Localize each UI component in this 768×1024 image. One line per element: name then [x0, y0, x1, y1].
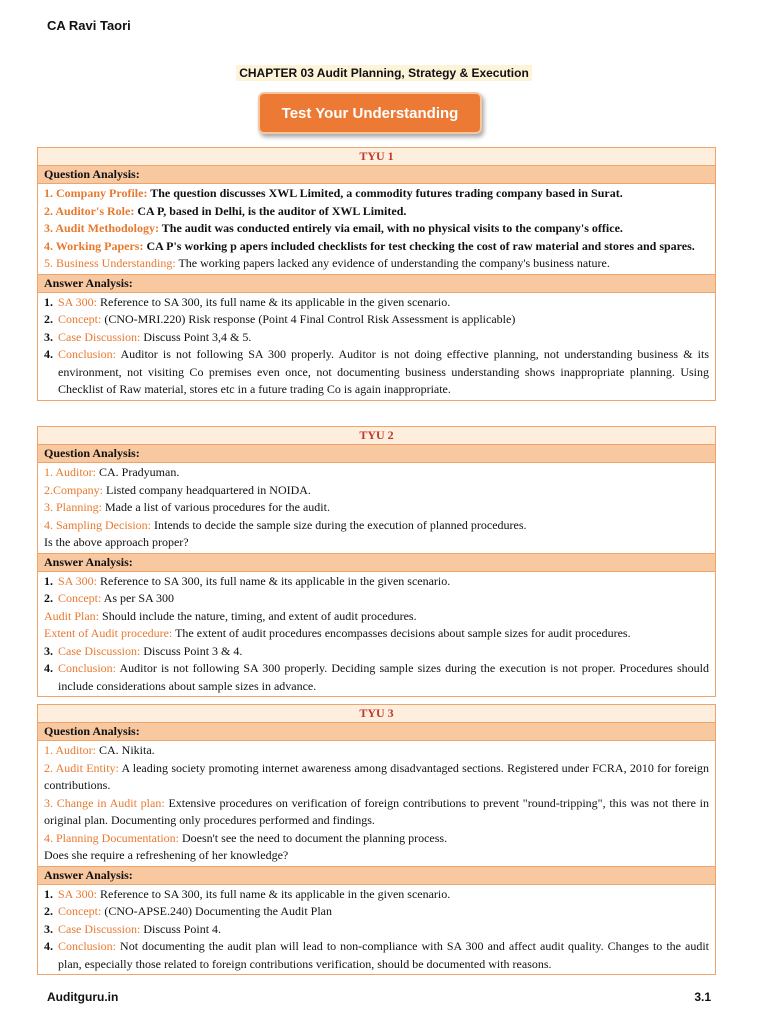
- tyu-2-answer-body: [38, 572, 715, 697]
- tyu-2-a2: 2. Concept: As per SA 300: [56, 590, 709, 608]
- tyu-2-q1: 1. Auditor: CA. Pradyuman.: [44, 465, 180, 479]
- tyu-2-a4: 4. Conclusion: Auditor is not following SA 300 properly. Deciding sample sizes during the execution is not proper. Procedures should include considerations about sample sizes in advance.: [56, 660, 709, 695]
- tyu-2-q3: 3. Planning: Made a list of various procedures for the audit.: [44, 500, 330, 514]
- tyu-3-question-body: [38, 741, 715, 867]
- tyu-1-question-body: [38, 184, 715, 275]
- tyu-2-question-body: [38, 463, 715, 554]
- tyu-1-q4: 4. Working Papers: CA P's working p apers included checklists for test checking the cost of raw material and stores and spares.: [44, 238, 695, 253]
- tyu-3-a3: 3. Case Discussion: Discuss Point 4.: [56, 921, 709, 939]
- tyu-3-answer-heading: Answer Analysis:: [38, 867, 715, 885]
- tyu-2-extent: Extent of Audit procedure: The extent of audit procedures encompasses decisions about sample sizes for audit procedures.: [44, 626, 631, 640]
- tyu-2-audit-plan: Audit Plan: Should include the nature, timing, and extent of audit procedures.: [44, 608, 417, 623]
- tyu-3-a1: 1. SA 300: Reference to SA 300, its full name & its applicable in the given scenario.: [56, 886, 709, 904]
- tyu-2-block: [37, 426, 716, 697]
- tyu-3-question-heading: Question Analysis:: [38, 723, 715, 741]
- tyu-1-answer-body: [38, 293, 715, 400]
- tyu-1-q1: 1. Company Profile: The question discusses XWL Limited, a commodity futures trading company based in Surat.: [44, 186, 623, 200]
- tyu-1-q3: 3. Audit Methodology: The audit was conducted entirely via email, with no physical visits to the company's office.: [44, 221, 623, 235]
- tyu-2-q2: 2.Company: Listed company headquartered in NOIDA.: [44, 482, 311, 497]
- tyu-1-a4: 4. Conclusion: Auditor is not following SA 300 properly. Auditor is not doing effective planning, not understanding business & its environment, not visiting Co premises even once, not documenting business understanding shows inappropriate planning. Using Checklist of Raw material, stores etc in a future trading Co is again inappropriate.: [56, 346, 709, 399]
- tyu-3-a4: 4. Conclusion: Not documenting the audit plan will lead to non-compliance with SA 300 and affect audit quality. Changes to the audit plan, especially those related to foreign contributions verification, should be documented with reasons.: [56, 938, 709, 973]
- tyu-2-a1: 1. SA 300: Reference to SA 300, its full name & its applicable in the given scenario.: [56, 573, 709, 591]
- tyu-2-a3: 3. Case Discussion: Discuss Point 3 & 4.: [56, 643, 709, 661]
- chapter-title-text: CHAPTER 03 Audit Planning, Strategy & Execution: [236, 65, 532, 81]
- tyu-3-block: [37, 704, 716, 975]
- tyu-1-q2: 2. Auditor's Role: CA P, based in Delhi, is the auditor of XWL Limited.: [44, 203, 407, 218]
- tyu-1-a3: 3. Case Discussion: Discuss Point 3,4 & 5.: [56, 329, 709, 347]
- tyu-1-block: [37, 147, 716, 401]
- tyu-3-a2: 2. Concept: (CNO-APSE.240) Documenting the Audit Plan: [56, 903, 709, 921]
- author-name: CA Ravi Taori: [47, 18, 131, 33]
- tyu-1-q5: 5. Business Understanding: The working papers lacked any evidence of understanding the company's business nature.: [44, 256, 610, 270]
- tyu-2-question-heading: Question Analysis:: [38, 445, 715, 463]
- tyu-2-title: TYU 2: [38, 427, 715, 445]
- test-your-understanding-banner: Test Your Understanding: [258, 92, 482, 134]
- tyu-3-title: TYU 3: [38, 705, 715, 723]
- tyu-3-answer-body: [38, 885, 715, 975]
- footer-site: Auditguru.in: [47, 990, 119, 1004]
- tyu-3-q3: 3. Change in Audit plan: Extensive procedures on verification of foreign contributions to prevent "round-tripping", this was not there in original plan. Documenting only procedures performed and findings.: [44, 795, 710, 827]
- tyu-1-question-heading: Question Analysis:: [38, 166, 715, 184]
- tyu-2-question: Is the above approach proper?: [44, 535, 189, 549]
- tyu-1-a2: 2. Concept: (CNO-MRI.220) Risk response (Point 4 Final Control Risk Assessment is applicable): [56, 311, 709, 329]
- tyu-2-q4: 4. Sampling Decision: Intends to decide the sample size during the execution of planned procedures.: [44, 517, 527, 532]
- chapter-title: [0, 66, 768, 80]
- tyu-3-q2: 2. Audit Entity: A leading society promoting internet awareness among disadvantaged sections. Registered under FCRA, 2010 for foreign contributions.: [44, 760, 710, 792]
- tyu-1-a1: 1. SA 300: Reference to SA 300, its full name & its applicable in the given scenario.: [56, 294, 709, 312]
- tyu-1-answer-heading: Answer Analysis:: [38, 275, 715, 293]
- tyu-2-answer-heading: Answer Analysis:: [38, 554, 715, 572]
- tyu-1-title: TYU 1: [38, 148, 715, 166]
- page-number: 3.1: [694, 990, 711, 1004]
- tyu-3-q1: 1. Auditor: CA. Nikita.: [44, 743, 155, 757]
- tyu-3-question: Does she require a refreshening of her knowledge?: [44, 848, 289, 862]
- tyu-3-q4: 4. Planning Documentation: Doesn't see the need to document the planning process.: [44, 830, 448, 845]
